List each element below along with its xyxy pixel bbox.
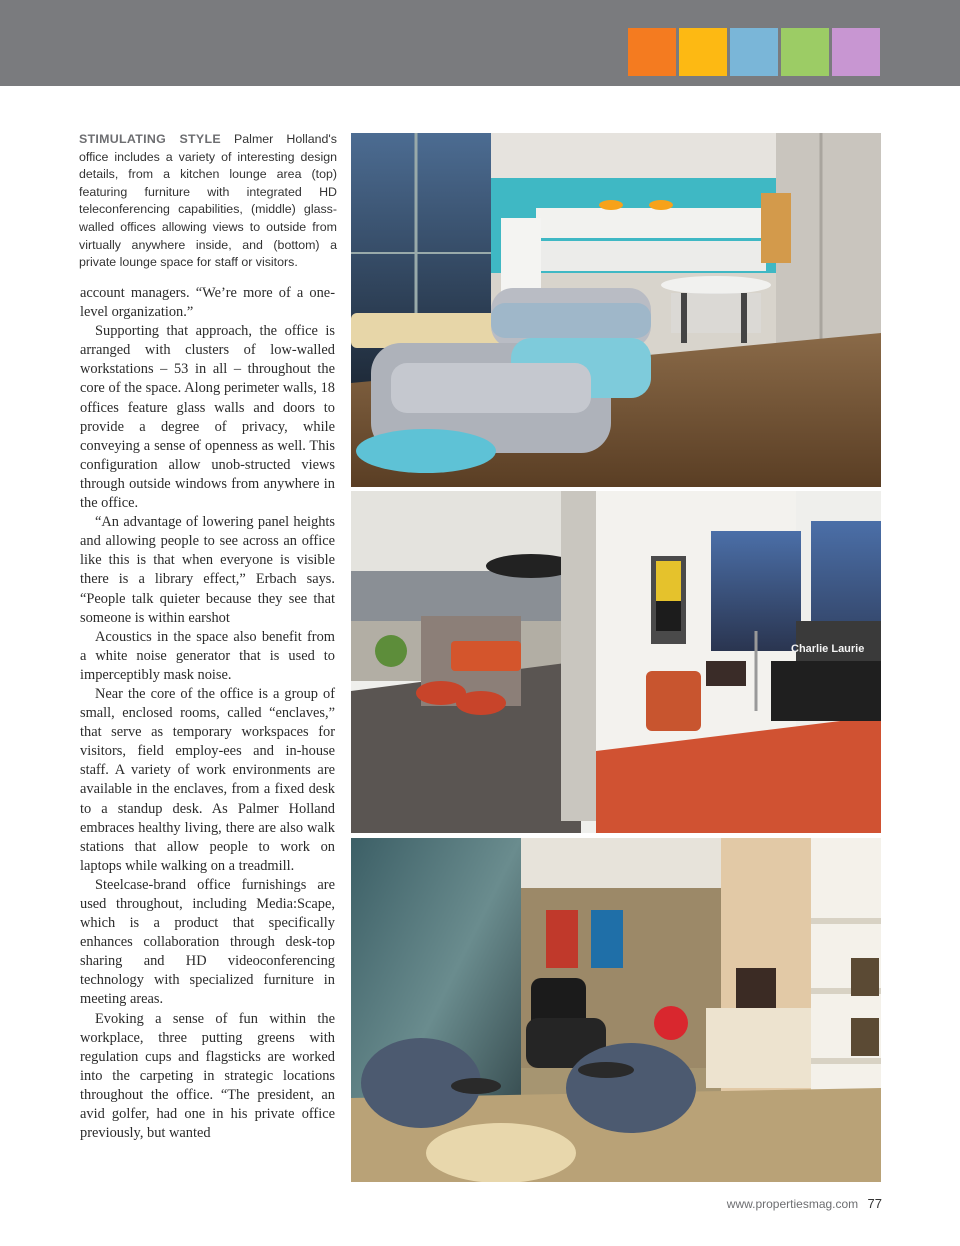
color-tab-purple xyxy=(832,28,880,76)
article-paragraph: Near the core of the office is a group of small, enclosed rooms, called “enclaves,” that serve as temporary workspaces for visitors, field employ-ees and in-house staff. A variety of work environments are available in the enclaves, from a fixed desk to a standup desk. As Palmer Holland embraces healthy living, there are also walk stations that allow people to work on laptops while walking on a treadmill. xyxy=(80,685,335,874)
photo-glass-office xyxy=(351,491,881,833)
page-footer xyxy=(727,1196,882,1211)
article-body xyxy=(80,284,335,1143)
header-bar xyxy=(0,0,960,86)
article-paragraph: Evoking a sense of fun within the workplace, three putting greens with regulation cups and flagsticks are worked into the carpeting in strategic locations throughout the office. “The president, an avid golfer, had one in his private office previously, but wanted xyxy=(80,1010,335,1142)
nameplate-label: Charlie Laurie xyxy=(791,643,865,655)
caption-lead: STIMULATING STYLE xyxy=(79,132,221,146)
page-number: 77 xyxy=(867,1196,882,1211)
photo-caption xyxy=(79,131,337,272)
color-tab-orange xyxy=(628,28,676,76)
color-tab-yellow xyxy=(679,28,727,76)
caption-text: Palmer Holland's office includes a variety of interesting design details, from a kitchen lounge area (top) featuring furniture with integrated HD teleconferencing capabilities, (middle) glass-walled offices allowing views to outside from virtually anywhere inside, and (bottom) a private lounge space for staff or visitors. xyxy=(79,132,337,270)
article-paragraph: account managers. “We’re more of a one-level organization.” xyxy=(80,285,335,321)
photo-kitchen-lounge xyxy=(351,133,881,487)
article-paragraph: “An advantage of lowering panel heights and allowing people to see across an office like this is that when everyone is visible there is a library effect,” Erbach says. “People talk quieter because they see that someone is within earshot xyxy=(80,514,335,626)
article-paragraph: Supporting that approach, the office is arranged with clusters of low-walled workstations – 53 in all – throughout the core of the space. Along perimeter walls, 18 offices feature glass walls and doors to provide a degree of privacy, while conveying a sense of openness as well. This configuration allow unob-structed views through outside windows from anywhere in the office. xyxy=(80,323,335,512)
color-tab-green xyxy=(781,28,829,76)
photo-private-lounge xyxy=(351,838,881,1182)
footer-url: www.propertiesmag.com xyxy=(726,1197,859,1211)
article-paragraph: Acoustics in the space also benefit from a white noise generator that is used to imperceptibly mask noise. xyxy=(80,628,335,683)
color-tab-blue xyxy=(730,28,778,76)
article-paragraph: Steelcase-brand office furnishings are used throughout, including Media:Scape, which is a product that specifically enhances collaboration through desk-top sharing and HD videoconferencing technology with specialized furniture in meeting areas. xyxy=(80,876,335,1008)
